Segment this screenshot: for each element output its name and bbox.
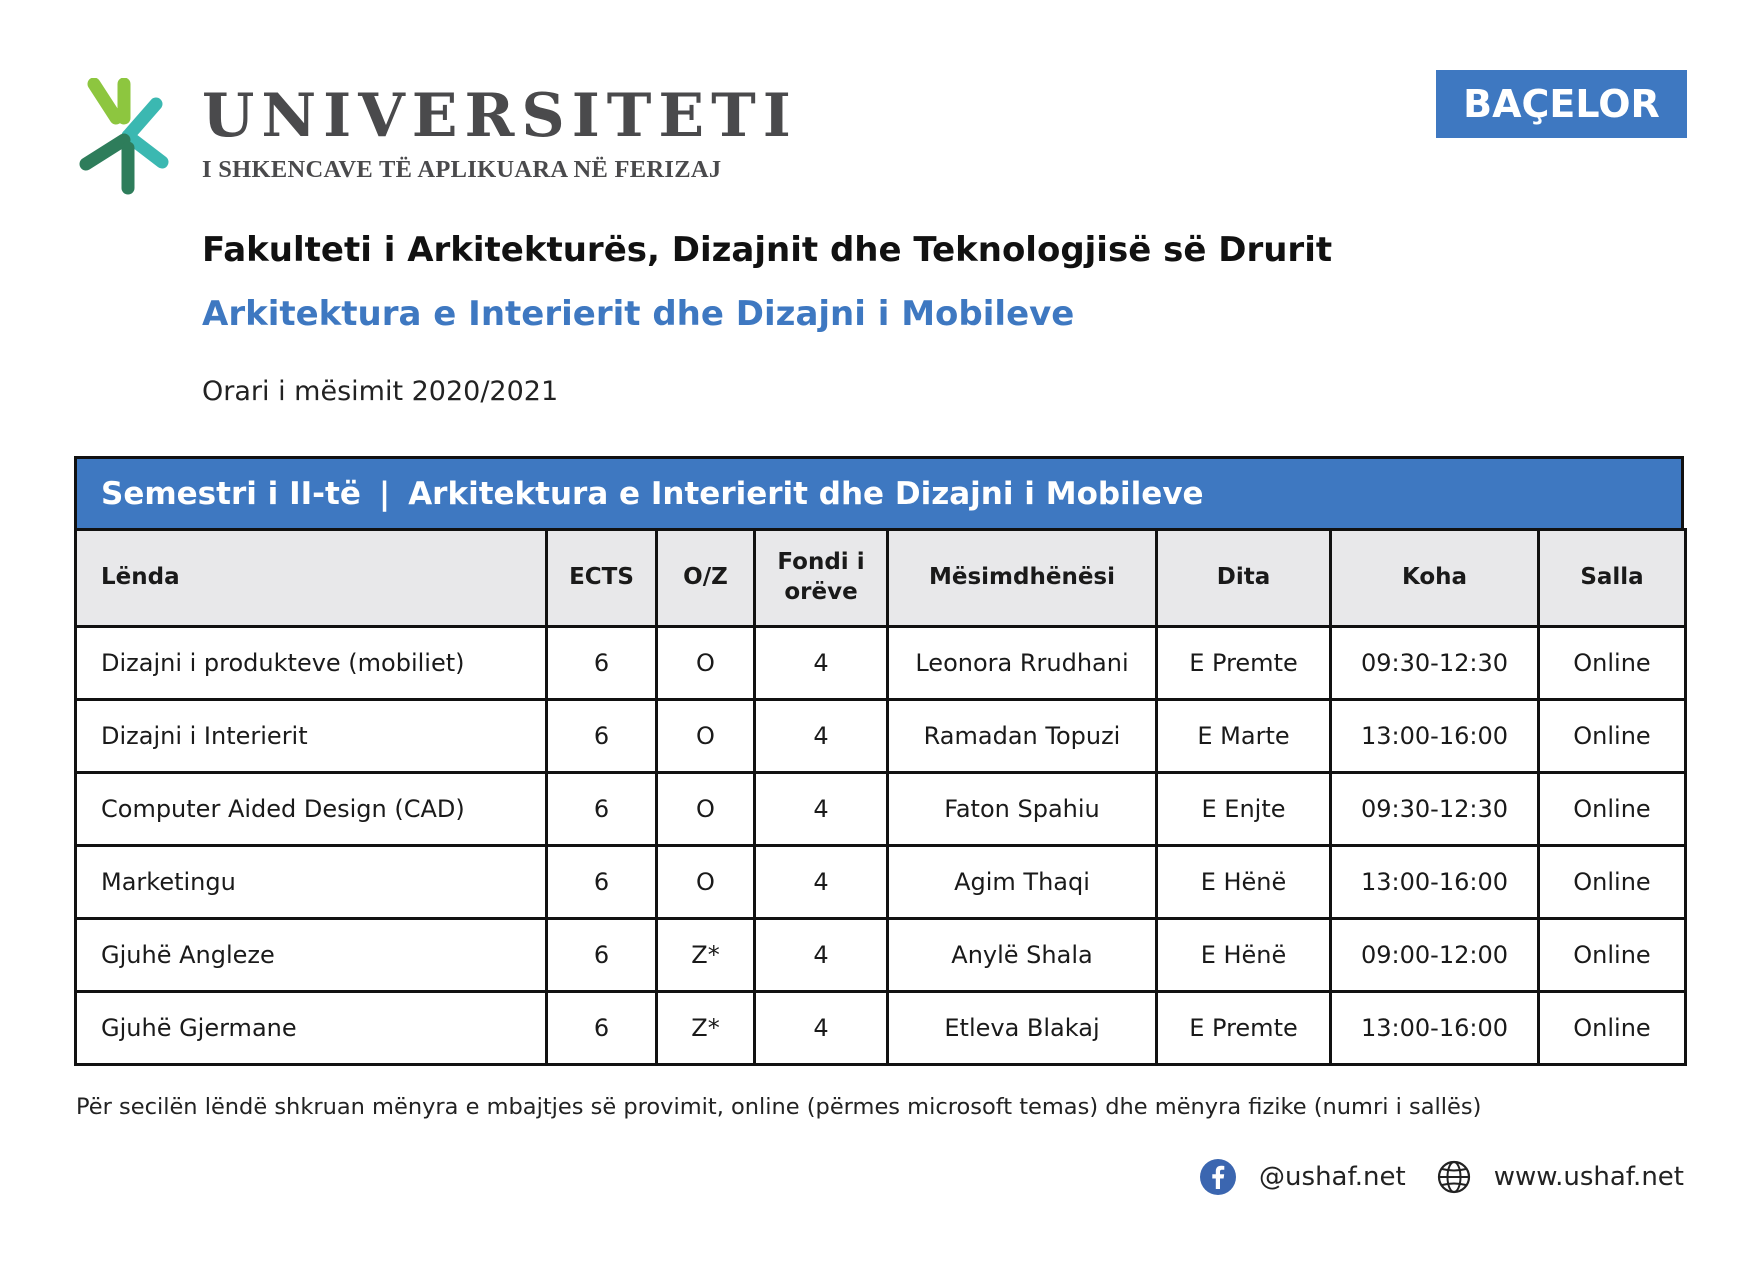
cell-room: Online xyxy=(1539,846,1686,919)
column-header: Koha xyxy=(1331,530,1539,627)
cell-course: Gjuhë Gjermane xyxy=(76,992,547,1065)
cell-room: Online xyxy=(1539,627,1686,700)
globe-icon xyxy=(1436,1159,1472,1195)
university-subtitle: I SHKENCAVE TË APLIKUARA NË FERIZAJ xyxy=(202,156,722,183)
table-row xyxy=(76,992,1686,1065)
cell-course: Dizajni i Interierit xyxy=(76,700,547,773)
table-row xyxy=(76,773,1686,846)
band-program: Arkitektura e Interierit dhe Dizajni i Mobileve xyxy=(408,475,1204,512)
cell-time: 09:00-12:00 xyxy=(1331,919,1539,992)
cell-course: Marketingu xyxy=(76,846,547,919)
cell-day: E Hënë xyxy=(1157,846,1331,919)
cell-day: E Premte xyxy=(1157,992,1331,1065)
cell-time: 09:30-12:30 xyxy=(1331,773,1539,846)
footnote: Për secilën lëndë shkruan mënyra e mbajtjes së provimit, online (përmes microsoft temas) dhe mënyra fizike (numri i sallës) xyxy=(76,1094,1482,1120)
cell-ects: 6 xyxy=(547,700,657,773)
column-header: ECTS xyxy=(547,530,657,627)
cell-teacher: Agim Thaqi xyxy=(888,846,1157,919)
cell-room: Online xyxy=(1539,919,1686,992)
cell-ects: 6 xyxy=(547,846,657,919)
cell-ects: 6 xyxy=(547,627,657,700)
program-title: Arkitektura e Interierit dhe Dizajni i Mobileve xyxy=(202,294,1075,334)
schedule-title: Orari i mësimit 2020/2021 xyxy=(202,376,559,407)
cell-teacher: Anylë Shala xyxy=(888,919,1157,992)
table-row xyxy=(76,919,1686,992)
university-logo-icon xyxy=(76,78,176,196)
semester-band xyxy=(74,456,1684,528)
cell-hours: 4 xyxy=(755,627,888,700)
table-row xyxy=(76,627,1686,700)
cell-room: Online xyxy=(1539,992,1686,1065)
cell-time: 13:00-16:00 xyxy=(1331,700,1539,773)
table-header-row xyxy=(76,530,1686,627)
cell-hours: 4 xyxy=(755,919,888,992)
schedule-table-container xyxy=(74,456,1684,1066)
faculty-title: Fakulteti i Arkitekturës, Dizajnit dhe Teknologjisë së Drurit xyxy=(202,230,1333,270)
cell-time: 13:00-16:00 xyxy=(1331,846,1539,919)
column-header: Dita xyxy=(1157,530,1331,627)
cell-day: E Marte xyxy=(1157,700,1331,773)
cell-ects: 6 xyxy=(547,773,657,846)
cell-day: E Premte xyxy=(1157,627,1331,700)
cell-ects: 6 xyxy=(547,919,657,992)
contact-info xyxy=(1199,1158,1684,1196)
facebook-icon xyxy=(1199,1158,1237,1196)
cell-day: E Hënë xyxy=(1157,919,1331,992)
column-header: Lënda xyxy=(76,530,547,627)
cell-room: Online xyxy=(1539,700,1686,773)
cell-room: Online xyxy=(1539,773,1686,846)
band-separator: | xyxy=(378,475,391,512)
cell-hours: 4 xyxy=(755,846,888,919)
column-header: Mësimdhënësi xyxy=(888,530,1157,627)
semester-label: Semestri i II-të xyxy=(101,475,361,512)
cell-course: Gjuhë Angleze xyxy=(76,919,547,992)
facebook-contact[interactable] xyxy=(1199,1158,1406,1196)
column-header: Salla xyxy=(1539,530,1686,627)
cell-day: E Enjte xyxy=(1157,773,1331,846)
cell-type: O xyxy=(657,773,755,846)
facebook-handle[interactable]: @ushaf.net xyxy=(1259,1162,1406,1192)
cell-hours: 4 xyxy=(755,773,888,846)
cell-type: Z* xyxy=(657,992,755,1065)
university-name: UNIVERSITETI xyxy=(202,81,798,151)
schedule-table xyxy=(74,528,1687,1066)
cell-teacher: Ramadan Topuzi xyxy=(888,700,1157,773)
cell-teacher: Faton Spahiu xyxy=(888,773,1157,846)
cell-hours: 4 xyxy=(755,700,888,773)
table-row xyxy=(76,700,1686,773)
cell-course: Dizajni i produkteve (mobiliet) xyxy=(76,627,547,700)
cell-time: 09:30-12:30 xyxy=(1331,627,1539,700)
cell-time: 13:00-16:00 xyxy=(1331,992,1539,1065)
cell-ects: 6 xyxy=(547,992,657,1065)
cell-teacher: Etleva Blakaj xyxy=(888,992,1157,1065)
cell-course: Computer Aided Design (CAD) xyxy=(76,773,547,846)
cell-type: O xyxy=(657,700,755,773)
cell-hours: 4 xyxy=(755,992,888,1065)
column-header: Fondi i orëve xyxy=(755,530,888,627)
cell-type: Z* xyxy=(657,919,755,992)
website-link[interactable]: www.ushaf.net xyxy=(1493,1162,1684,1192)
website-contact[interactable] xyxy=(1436,1159,1684,1195)
degree-badge: BAÇELOR xyxy=(1436,70,1687,138)
cell-teacher: Leonora Rrudhani xyxy=(888,627,1157,700)
table-row xyxy=(76,846,1686,919)
column-header: O/Z xyxy=(657,530,755,627)
cell-type: O xyxy=(657,627,755,700)
cell-type: O xyxy=(657,846,755,919)
